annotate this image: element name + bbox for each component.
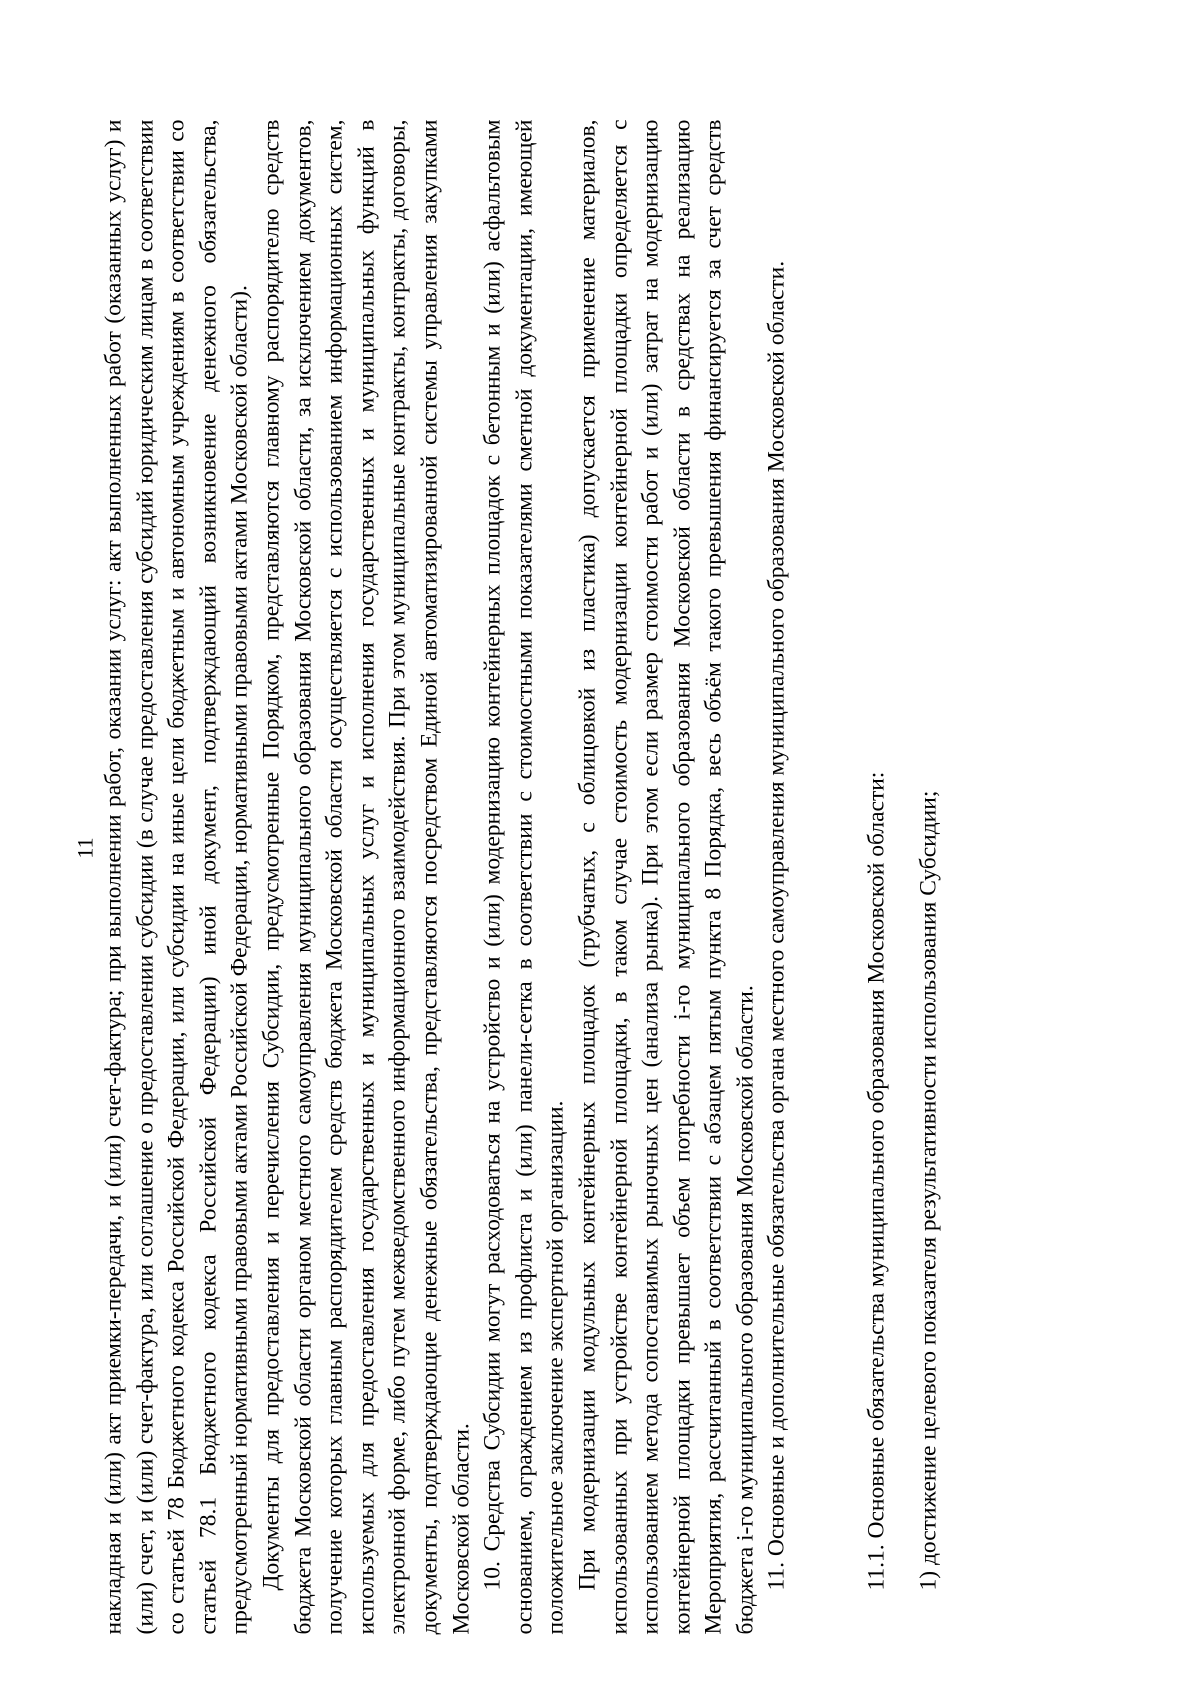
paragraph-continuation: накладная и (или) акт приемки-передачи, и (или) счет-фактура; при выполнении работ, оказании услуг: акт выполненных работ (оказанных услуг) и (или) счет, и (или) счет-фактура, или соглашение о предоставлении субсидии (в случае предоставления субсидий юридическим лицам в соответствии со статьей 78 Бюджетного кодекса Российской Федерации, или субсидии на иные цели бюджетным и автономным учреждениям в соответствии со статьей 78.1 Бюджетного кодекса Российской Федерации) иной документ, подтверждающий возникновение денежного обязательства, предусмотренный нормативными правовыми актами Российской Федерации, нормативными правовыми актами Московской области).: [100, 119, 253, 1635]
paragraph-item-11: 11. Основные и дополнительные обязательства органа местного самоуправления муниципального образования Московской области.: [763, 260, 790, 1591]
list-item-1: 1) достижение целевого показателя результативности использования Субсидии;: [915, 790, 942, 1591]
document-body: [99, 120, 945, 1635]
page-number: 11: [72, 837, 98, 859]
spacer: [893, 120, 913, 1635]
rotated-page: [1, 0, 1200, 1697]
spacer: [794, 120, 862, 1635]
paragraph-item-10: 10. Средства Субсидии могут расходоваться на устройство и (или) модернизацию контейнерных площадок с бетонным и (или) асфальтовым основанием, ограждением из профлиста и (или) панели-сетка в соответствии с стоимостными показателями сметной документации, имеющей положительное заключение экспертной организации.: [479, 119, 569, 1635]
paragraph-item-11-1: 11.1. Основные обязательства муниципального образования Московской области:: [863, 771, 890, 1591]
paragraph-modernization: При модернизации модульных контейнерных площадок (трубчатых, с облицовкой из пластика) допускается применение материалов, использованных при устройстве контейнерной площадки, в таком случае стоимость модернизации контейнерной площадки определяется с использованием метода сопоставимых рыночных цен (анализа рынка). При этом если размер стоимости работ и (или) затрат на модернизацию контейнерной площадки превышает объем потребности i-го муниципального образования Московской области в средствах на реализацию Мероприятия, рассчитанный в соответствии с абзацем пятым пункта 8 Порядка, весь объём такого превышения финансируется за счет средств бюджета i-го муниципального образования Московской области.: [574, 119, 759, 1635]
paragraph-documents: Документы для предоставления и перечисления Субсидии, предусмотренные Порядком, представляются главному распорядителю средств бюджета Московской области органом местного самоуправления муниципального образования Московской области, за исключением документов, получение которых главным распорядителем средств бюджета Московской области осуществляется с использованием информационных систем, используемых для предоставления государственных и муниципальных услуг и исполнения государственных и муниципальных функций в электронной форме, либо путем межведомственного информационного взаимодействия. При этом муниципальные контракты, контракты, договоры, документы, подтверждающие денежные обязательства, представляются посредством Единой автоматизированной системы управления закупками Московской области.: [258, 119, 475, 1635]
